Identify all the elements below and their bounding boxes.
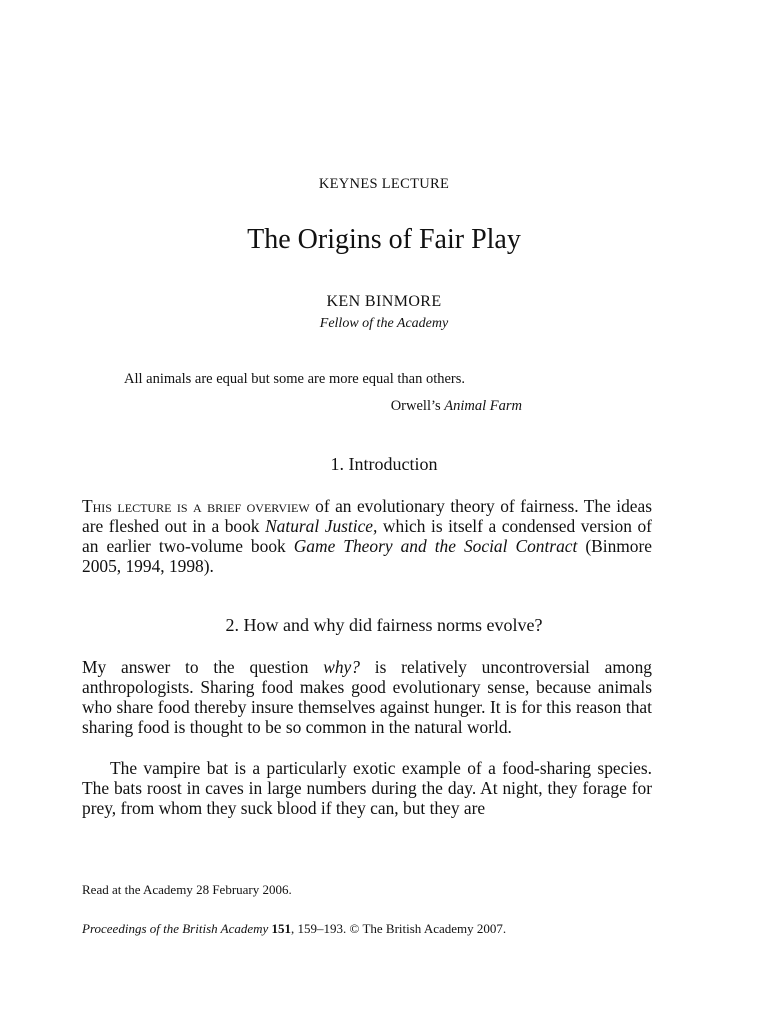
journal-volume: 151 — [271, 921, 292, 936]
intro-paragraph — [82, 496, 652, 576]
intro-text-1: of an evolutionary theory of fairness. The ideas are fleshed out in a book — [82, 496, 652, 537]
section2-p1-a: My answer to the question — [82, 657, 324, 677]
intro-text-3: (Binmore 2005, 1994, 1998). — [82, 536, 653, 577]
footnote-read-note: Read at the Academy 28 February 2006. — [82, 882, 292, 897]
author-affiliation: Fellow of the Academy — [319, 316, 449, 331]
pages-copyright: , 159–193. © The British Academy 2007. — [291, 921, 507, 936]
epigraph-source-prefix: Orwell’s — [390, 398, 445, 414]
epigraph-source-work: Animal Farm — [444, 398, 522, 414]
intro-text-2: which is itself a condensed version of an earlier two-volume book — [82, 516, 652, 557]
epigraph-source — [391, 398, 522, 415]
section-heading-introduction: 1. Introduction — [330, 454, 438, 474]
section-heading-fairness: 2. How and why did fairness norms evolve? — [225, 615, 543, 635]
author-name: KEN BINMORE — [326, 293, 442, 310]
footnote-citation — [82, 921, 506, 937]
intro-book-1: Natural Justice, — [265, 516, 378, 537]
section2-paragraph-2: The vampire bat is a particularly exotic example of a food-sharing species. The bats roost in caves in large numbers during the day. At night, they forage for prey, from whom they suck blood if they can, but they are — [82, 758, 652, 819]
intro-book-2: Game Theory and the Social Contract — [293, 536, 578, 557]
paper-title: The Origins of Fair Play — [247, 224, 521, 255]
section2-paragraph-1 — [82, 657, 652, 737]
section2-p1-b: is relatively uncontroversial among anthropologists. Sharing food makes good evolutionary sense, because animals who share food thereby insure themselves against hunger. It is for this reason that sharing food is thought to be so common in the natural world. — [82, 657, 652, 738]
lecture-series: KEYNES LECTURE — [318, 176, 450, 192]
epigraph-quote: All animals are equal but some are more equal than others. — [124, 371, 466, 387]
section2-p1-why: why? — [323, 657, 360, 677]
journal-name: Proceedings of the British Academy — [82, 921, 269, 936]
intro-lead-smallcaps: This lecture is a brief overview — [82, 496, 310, 516]
